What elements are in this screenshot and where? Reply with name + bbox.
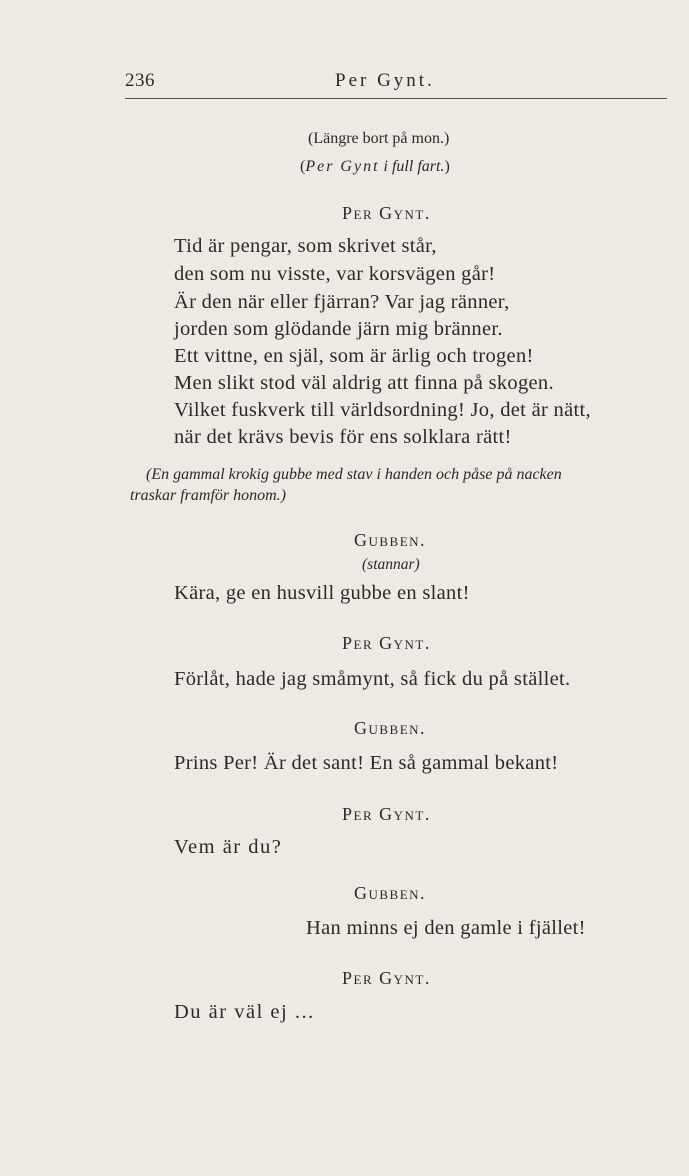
verse-line: Men slikt stod väl aldrig att finna på skogen. <box>174 372 554 394</box>
speaker-name: Per Gynt. <box>342 804 431 824</box>
verse-line: Tid är pengar, som skrivet står, <box>174 235 437 257</box>
header-rule <box>125 98 667 99</box>
verse-line: jorden som glödande järn mig bränner. <box>174 318 503 340</box>
stage-direction: (Per Gynt i full fart.) <box>300 158 450 175</box>
speaker-name: Gubben. <box>354 883 427 903</box>
verse-line: Han minns ej den gamle i fjället! <box>306 917 586 939</box>
verse-line: Ett vittne, en själ, som är ärlig och trogen! <box>174 345 534 367</box>
stage-direction: (Längre bort på mon.) <box>308 130 450 147</box>
verse-line: Är den när eller fjärran? Var jag ränner, <box>174 291 510 313</box>
speaker-name: Gubben. <box>354 718 427 738</box>
verse-line: Kära, ge en husvill gubbe en slant! <box>174 582 470 604</box>
page-number: 236 <box>125 70 155 91</box>
verse-line: när det krävs bevis för ens solklara rätt! <box>174 426 512 448</box>
speaker-direction: (stannar) <box>362 556 420 573</box>
page-header <box>125 70 667 100</box>
stage-direction: traskar framför honom.) <box>130 487 287 504</box>
speaker-name: Per Gynt. <box>342 203 431 223</box>
speaker-name: Per Gynt. <box>342 968 431 988</box>
character-name: Per Gynt <box>305 158 380 175</box>
verse-line: Vilket fuskverk till världsordning! Jo, det är nätt, <box>174 399 591 421</box>
verse-line: Vem är du? <box>174 836 283 858</box>
verse-line: Prins Per! Är det sant! En så gammal bekant! <box>174 752 559 774</box>
verse-line: Förlåt, hade jag småmynt, så fick du på stället. <box>174 668 571 690</box>
stage-direction: (En gammal krokig gubbe med stav i handen och påse på nacken <box>146 466 562 483</box>
verse-line: den som nu visste, var korsvägen går! <box>174 263 496 285</box>
speaker-name: Per Gynt. <box>342 633 431 653</box>
running-title: Per Gynt. <box>335 70 435 91</box>
verse-line: Du är väl ej ... <box>174 1001 315 1023</box>
speaker-name: Gubben. <box>354 530 427 550</box>
